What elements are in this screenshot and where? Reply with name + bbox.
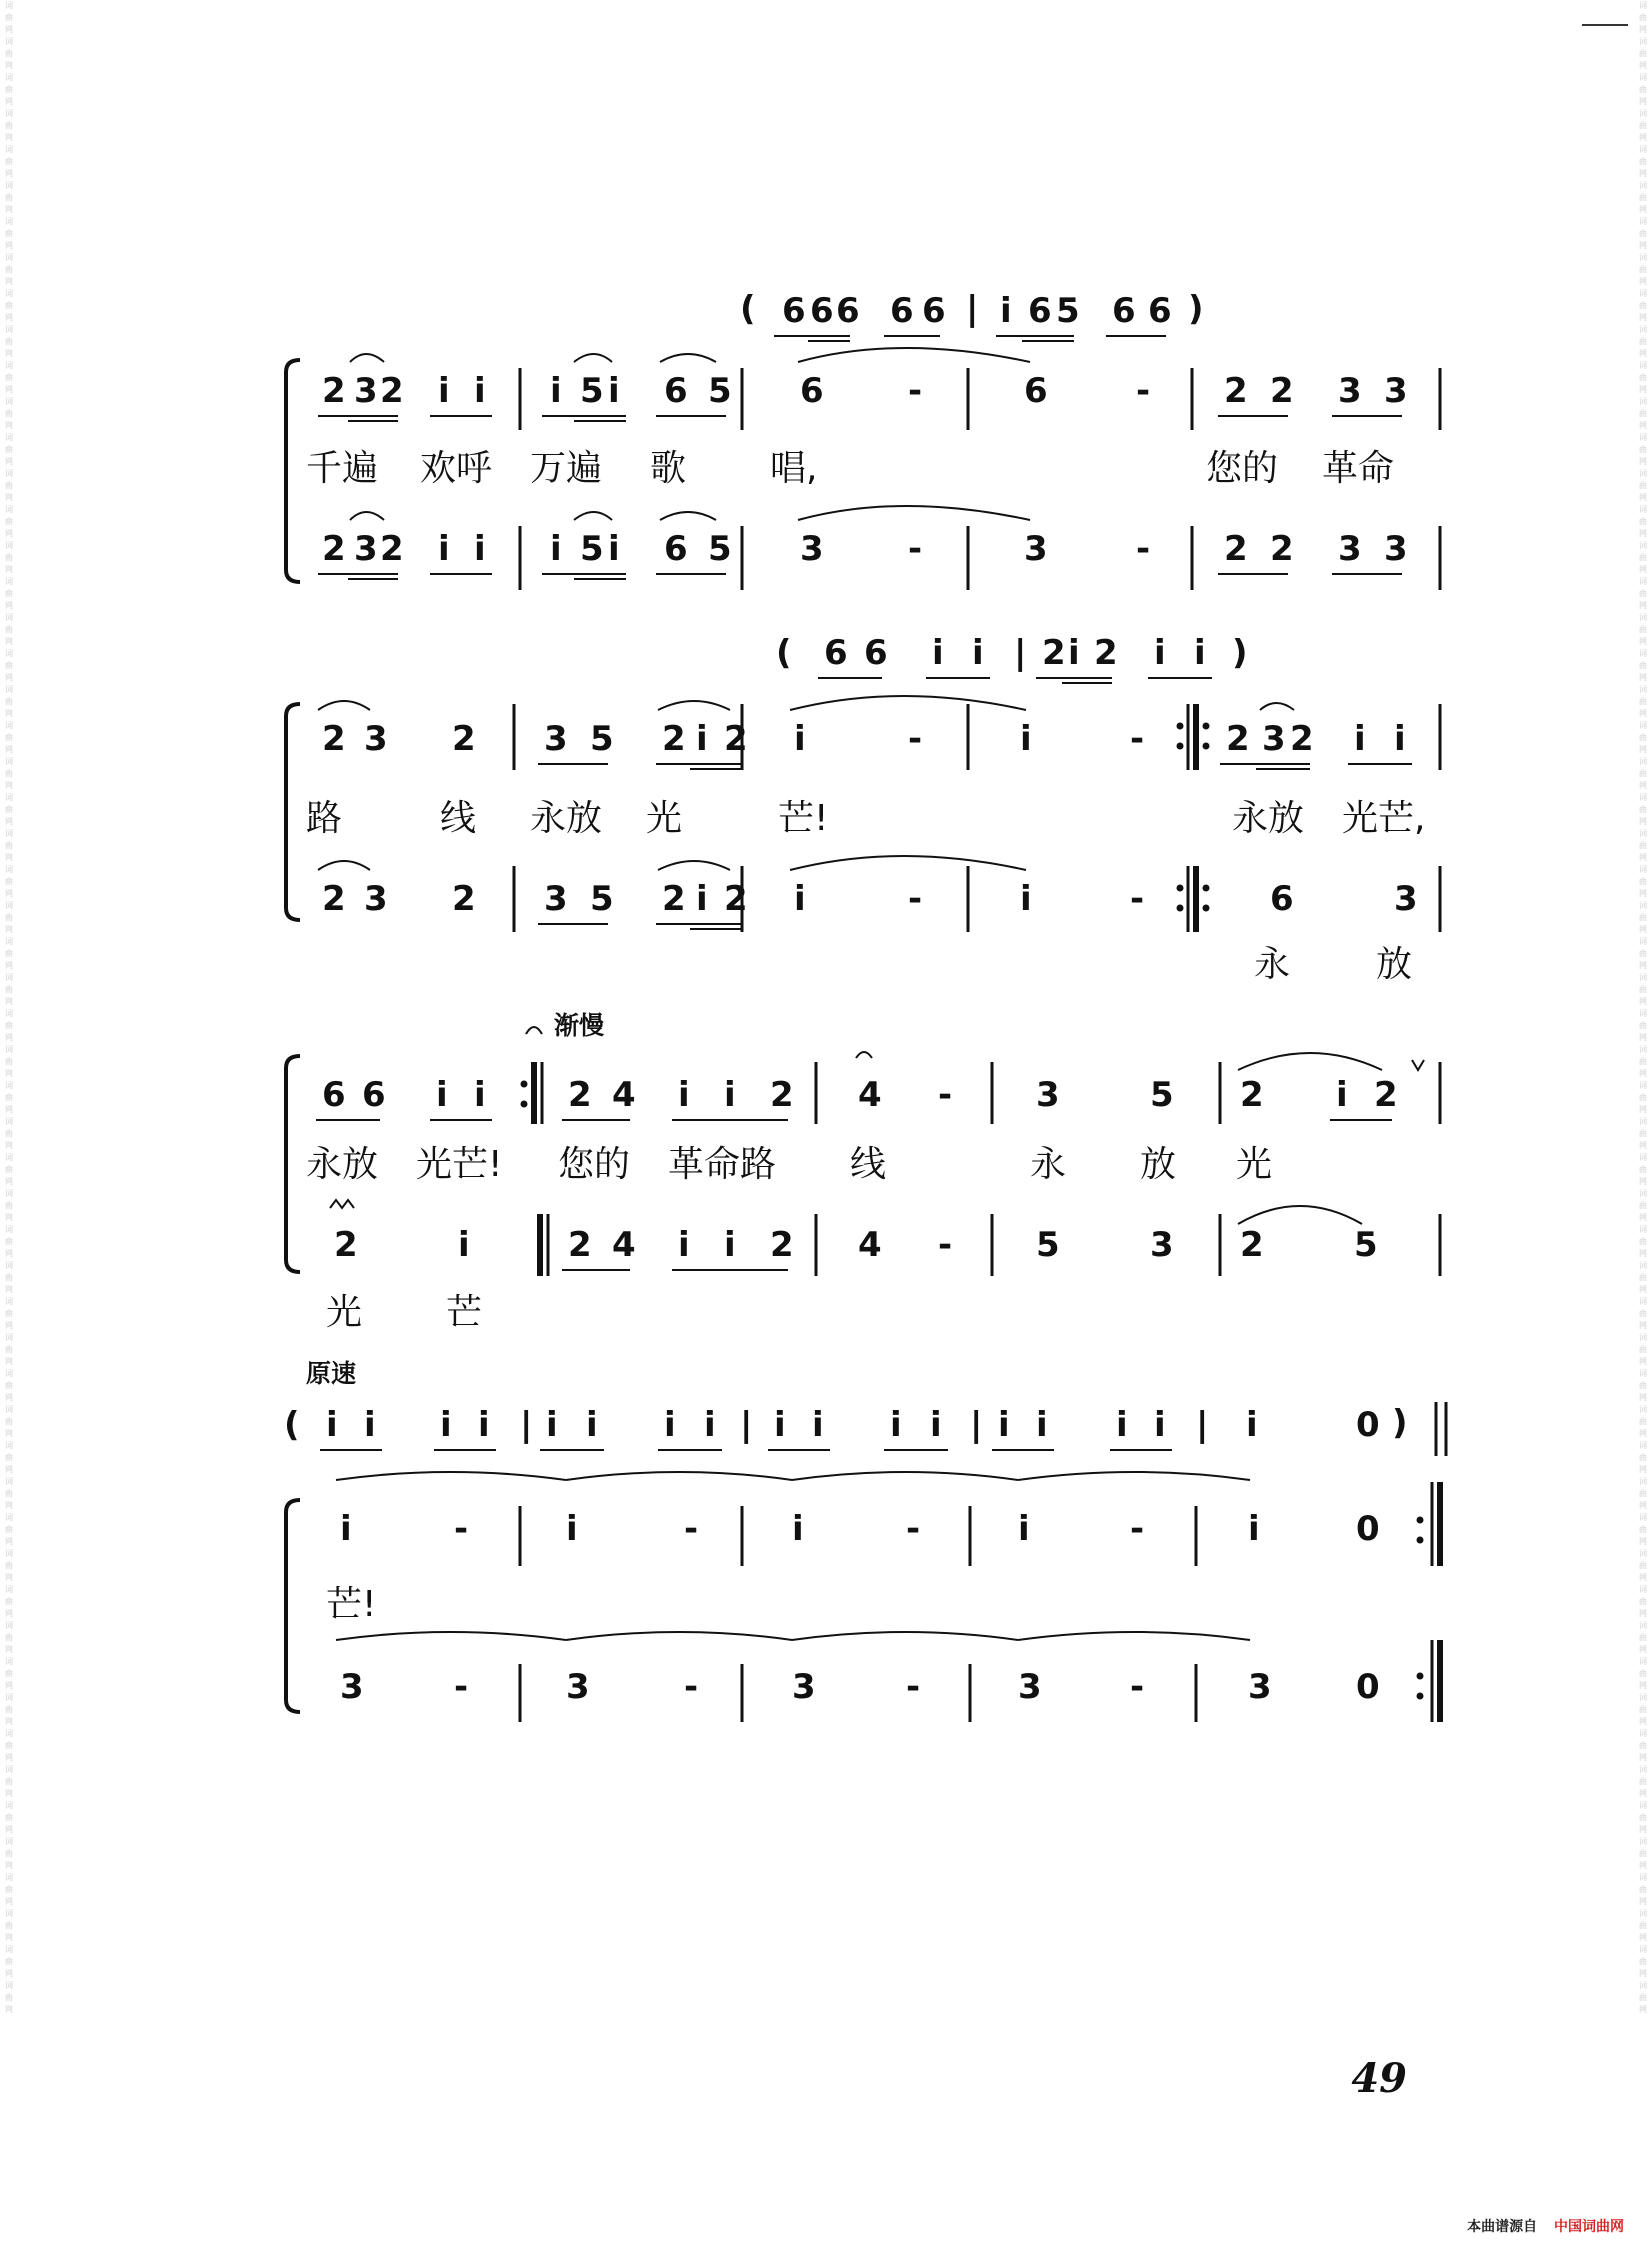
intro-note-5: i [478, 1405, 490, 1445]
upper-note-9: i [1248, 1509, 1260, 1549]
intro-note-20: i [1154, 1405, 1166, 1445]
upper-note-1: i [340, 1509, 352, 1549]
system-3 [306, 1011, 1398, 1333]
upper-note-16: i [1354, 719, 1366, 759]
upper-note-8: i [608, 371, 620, 411]
intro-note-5: 6 [890, 291, 914, 331]
lyrics-lyric-7: 革命 [1322, 448, 1395, 489]
upper-note-5: i [474, 371, 486, 411]
lower-note-2: 3 [364, 879, 388, 919]
fermata [526, 1027, 542, 1034]
upper-note-11: 6 [800, 371, 824, 411]
intro-note-6: | [1014, 633, 1027, 673]
upper-note-15: i [1336, 1075, 1348, 1115]
lyrics-lyric-7: 光芒, [1342, 798, 1426, 839]
intro-note-10: i [1154, 633, 1166, 673]
upper-note-9: 6 [664, 371, 688, 411]
upper-note-10: 4 [858, 1075, 882, 1115]
intro-note-7: 2 [1042, 633, 1066, 673]
upper-note-11: i [1020, 719, 1032, 759]
system-1 [306, 289, 1408, 569]
lower-note-15: 2 [1224, 529, 1248, 569]
lower-note-9: 3 [1248, 1667, 1272, 1707]
watermark-right: 词曲网词曲网词曲网词曲网词曲网词曲网词曲网词曲网词曲网词曲网词曲网词曲网词曲网词曲网词曲网词曲网词曲网词曲网词曲网词曲网词曲网词曲网词曲网词曲网词曲网词曲网词曲网词曲网词曲网词曲网词曲网词曲网词曲网词曲网词曲网词曲网词曲网词曲网词曲网词曲网词曲网词曲网词曲网词曲网词曲网词曲网词曲网词曲网词曲网词曲网词曲网词曲网词曲网词曲网词曲网词曲网 [1639, 1, 1647, 2014]
lyrics-lyric-3: 万遍 [530, 448, 603, 489]
intro-note-6: 6 [922, 291, 946, 331]
lower-note-5: 3 [792, 1667, 816, 1707]
intro-note-13: i [812, 1405, 824, 1445]
upper-note-10: - [908, 719, 923, 759]
upper-note-16: 2 [1374, 1075, 1398, 1115]
upper-note-11: - [938, 1075, 953, 1115]
intro-note-3: 6 [810, 291, 834, 331]
intro-note-4: 6 [836, 291, 860, 331]
upper-note-17: 3 [1338, 371, 1362, 411]
upper-note-1: 2 [322, 371, 346, 411]
intro-note-8: i [1000, 291, 1012, 331]
lower-note-4: - [684, 1667, 699, 1707]
intro-note-12: 6 [1148, 291, 1172, 331]
lower-note-2: i [458, 1225, 470, 1265]
system-brace [286, 1500, 300, 1712]
upper-note-14: 3 [1262, 719, 1286, 759]
lower-note-4: 4 [612, 1225, 636, 1265]
upper-note-14: 2 [1240, 1075, 1264, 1115]
lyrics-lyric-1: 芒! [326, 1584, 377, 1625]
lyrics2-lyric-2: 放 [1376, 944, 1413, 985]
intro-note-2: i [326, 1405, 338, 1445]
lyrics2-lyric-1: 光 [326, 1292, 363, 1333]
upper-note-8: - [1130, 1509, 1145, 1549]
upper-note-4: i [438, 371, 450, 411]
lyrics-lyric-4: 革命路 [668, 1144, 777, 1185]
lyrics-lyric-1: 千遍 [306, 448, 379, 489]
breath-mark [1412, 1060, 1424, 1070]
lyrics-lyric-1: 路 [306, 798, 343, 839]
intro-note-4: i [440, 1405, 452, 1445]
lower-note-11: 3 [800, 529, 824, 569]
lyrics-lyric-5: 线 [850, 1144, 887, 1185]
lower-note-6: i [724, 1225, 736, 1265]
lyrics-lyric-5: 唱, [770, 448, 818, 489]
footer-site: 中国词曲网 [1554, 2219, 1624, 2235]
lyrics-lyric-6: 您的 [1206, 448, 1279, 489]
lyrics-lyric-6: 永 [1030, 1144, 1067, 1185]
trill-mark [330, 1200, 354, 1208]
upper-note-6: i [550, 371, 562, 411]
lyrics-lyric-5: 芒! [778, 798, 829, 839]
lyrics-lyric-4: 歌 [650, 448, 687, 489]
intro-note-8: i [586, 1405, 598, 1445]
intro-note-11: i [1194, 633, 1206, 673]
upper-note-12: - [908, 371, 923, 411]
repeat-dots [521, 723, 1424, 1700]
upper-note-8: i [724, 1075, 736, 1115]
intro-note-21: | [1196, 1405, 1209, 1445]
lower-note-12: - [1130, 879, 1145, 919]
lower-note-13: 5 [1354, 1225, 1378, 1265]
upper-note-7: 5 [580, 371, 604, 411]
upper-note-12: - [1130, 719, 1145, 759]
lower-note-2: 3 [354, 529, 378, 569]
lower-note-11: 3 [1150, 1225, 1174, 1265]
upper-note-3: 2 [452, 719, 476, 759]
upper-note-7: i [696, 719, 708, 759]
intro-note-12: i [774, 1405, 786, 1445]
upper-note-13: 2 [1226, 719, 1250, 759]
lower-note-14: - [1136, 529, 1151, 569]
intro-note-9: 2 [1094, 633, 1118, 673]
lower-note-4: i [438, 529, 450, 569]
lyrics-lyric-2: 光芒! [416, 1144, 503, 1185]
system-brace [286, 704, 300, 920]
upper-note-5: 5 [590, 719, 614, 759]
upper-note-3: 2 [380, 371, 404, 411]
intro-note-5: i [972, 633, 984, 673]
upper-note-10: 5 [708, 371, 732, 411]
upper-note-5: i [792, 1509, 804, 1549]
intro-note-24: ) [1392, 1403, 1408, 1443]
footer [1467, 2216, 1624, 2236]
intro-note-4: i [932, 633, 944, 673]
system-brace [286, 360, 300, 582]
intro-note-9: 6 [1028, 291, 1052, 331]
upper-note-1: 2 [322, 719, 346, 759]
upper-note-15: 2 [1224, 371, 1248, 411]
upper-note-9: i [794, 719, 806, 759]
upper-note-2: 3 [364, 719, 388, 759]
upper-note-14: - [1136, 371, 1151, 411]
intro-note-2: 6 [782, 291, 806, 331]
intro-note-9: i [664, 1405, 676, 1445]
lower-note-7: 5 [580, 529, 604, 569]
lower-note-6: - [906, 1667, 921, 1707]
upper-note-17: i [1394, 719, 1406, 759]
upper-note-8: 2 [724, 719, 748, 759]
upper-note-13: 5 [1150, 1075, 1174, 1115]
upper-note-2: - [454, 1509, 469, 1549]
upper-note-2: 3 [354, 371, 378, 411]
intro-note-7: i [546, 1405, 558, 1445]
lower-note-9: i [794, 879, 806, 919]
page-number: 49 [1351, 2055, 1407, 2102]
lower-note-3: 2 [568, 1225, 592, 1265]
upper-note-12: 3 [1036, 1075, 1060, 1115]
intro-note-23: 0 [1356, 1405, 1380, 1445]
direction-dir-1: 渐慢 [554, 1011, 605, 1040]
upper-note-16: 2 [1270, 371, 1294, 411]
lower-note-9: - [938, 1225, 953, 1265]
lower-note-13: 3 [1024, 529, 1048, 569]
upper-note-6: - [906, 1509, 921, 1549]
intro-note-11: | [740, 1405, 753, 1445]
lower-note-6: i [550, 529, 562, 569]
lyrics-lyric-6: 永放 [1232, 798, 1305, 839]
intro-note-1: ( [776, 633, 792, 673]
upper-note-7: i [678, 1075, 690, 1115]
lower-note-12: - [908, 529, 923, 569]
lower-note-18: 3 [1384, 529, 1408, 569]
upper-note-4: - [684, 1509, 699, 1549]
lower-note-10: 5 [1036, 1225, 1060, 1265]
lower-note-17: 3 [1338, 529, 1362, 569]
lyrics-lyric-3: 永放 [530, 798, 603, 839]
intro-note-1: ( [740, 289, 756, 329]
lyrics-lyric-2: 欢呼 [420, 448, 493, 489]
lower-note-8: 4 [858, 1225, 882, 1265]
lyrics-lyric-3: 您的 [558, 1144, 631, 1185]
intro-note-10: 5 [1056, 291, 1080, 331]
lower-note-5: i [678, 1225, 690, 1265]
lyrics2-lyric-2: 芒 [446, 1292, 483, 1333]
intro-note-7: | [966, 289, 979, 329]
lower-note-10: 0 [1356, 1667, 1380, 1707]
lyrics-lyric-8: 光 [1236, 1144, 1273, 1185]
intro-note-15: i [930, 1405, 942, 1445]
lower-note-14: 3 [1394, 879, 1418, 919]
lower-note-16: 2 [1270, 529, 1294, 569]
intro-note-2: 6 [824, 633, 848, 673]
lower-note-7: 3 [1018, 1667, 1042, 1707]
lower-note-1: 2 [334, 1225, 358, 1265]
lyrics-lyric-2: 线 [440, 798, 477, 839]
lower-note-7: i [696, 879, 708, 919]
upper-note-13: 6 [1024, 371, 1048, 411]
lower-note-5: i [474, 529, 486, 569]
upper-note-3: i [566, 1509, 578, 1549]
lower-note-3: 2 [452, 879, 476, 919]
lower-note-3: 2 [380, 529, 404, 569]
lower-note-5: 5 [590, 879, 614, 919]
lower-note-8: i [608, 529, 620, 569]
upper-note-18: 3 [1384, 371, 1408, 411]
intro-note-22: i [1246, 1405, 1258, 1445]
lower-note-8: - [1130, 1667, 1145, 1707]
upper-note-6: 4 [612, 1075, 636, 1115]
intro-note-13: ) [1188, 289, 1204, 329]
intro-note-16: | [970, 1405, 983, 1445]
upper-note-6: 2 [662, 719, 686, 759]
intro-note-3: i [364, 1405, 376, 1445]
upper-note-5: 2 [568, 1075, 592, 1115]
upper-note-2: 6 [362, 1075, 386, 1115]
watermark-left: 词曲网词曲网词曲网词曲网词曲网词曲网词曲网词曲网词曲网词曲网词曲网词曲网词曲网词曲网词曲网词曲网词曲网词曲网词曲网词曲网词曲网词曲网词曲网词曲网词曲网词曲网词曲网词曲网词曲网词曲网词曲网词曲网词曲网词曲网词曲网词曲网词曲网词曲网词曲网词曲网词曲网词曲网词曲网词曲网词曲网词曲网词曲网词曲网词曲网词曲网词曲网词曲网词曲网词曲网词曲网词曲网 [5, 1, 13, 2014]
lower-note-1: 3 [340, 1667, 364, 1707]
lyrics-lyric-1: 永放 [306, 1144, 379, 1185]
upper-note-9: 2 [770, 1075, 794, 1115]
intro-note-10: i [704, 1405, 716, 1445]
lyrics2-lyric-1: 永 [1254, 944, 1291, 985]
intro-note-1: ( [284, 1405, 300, 1445]
notation-layer [284, 289, 1425, 1707]
lower-note-13: 6 [1270, 879, 1294, 919]
lyrics-lyric-7: 放 [1140, 1144, 1177, 1185]
fermata [856, 1052, 872, 1058]
upper-note-7: i [1018, 1509, 1030, 1549]
upper-note-10: 0 [1356, 1509, 1380, 1549]
upper-note-15: 2 [1290, 719, 1314, 759]
beams [316, 336, 1412, 1450]
lower-note-11: i [1020, 879, 1032, 919]
lower-note-1: 2 [322, 529, 346, 569]
lower-note-9: 6 [664, 529, 688, 569]
lower-note-3: 3 [566, 1667, 590, 1707]
upper-note-1: 6 [322, 1075, 346, 1115]
intro-note-17: i [998, 1405, 1010, 1445]
system-2 [306, 633, 1425, 985]
lower-note-4: 3 [544, 879, 568, 919]
lower-note-10: 5 [708, 529, 732, 569]
intro-note-6: | [520, 1405, 533, 1445]
upper-note-4: 3 [544, 719, 568, 759]
intro-note-18: i [1036, 1405, 1048, 1445]
lower-note-8: 2 [724, 879, 748, 919]
lower-note-12: 2 [1240, 1225, 1264, 1265]
direction-dir-1: 原速 [306, 1359, 357, 1388]
intro-note-12: ) [1232, 633, 1248, 673]
lower-note-10: - [908, 879, 923, 919]
intro-note-19: i [1116, 1405, 1128, 1445]
lower-note-6: 2 [662, 879, 686, 919]
system-4 [284, 1359, 1408, 1707]
intro-note-14: i [890, 1405, 902, 1445]
lower-note-1: 2 [322, 879, 346, 919]
upper-note-3: i [436, 1075, 448, 1115]
footer-source: 本曲谱源自 [1467, 2219, 1538, 2235]
lower-note-7: 2 [770, 1225, 794, 1265]
system-brace [286, 1056, 300, 1272]
lyrics-lyric-4: 光 [646, 798, 683, 839]
lower-note-2: - [454, 1667, 469, 1707]
intro-note-8: i [1068, 633, 1080, 673]
intro-note-11: 6 [1112, 291, 1136, 331]
upper-note-4: i [474, 1075, 486, 1115]
intro-note-3: 6 [864, 633, 888, 673]
